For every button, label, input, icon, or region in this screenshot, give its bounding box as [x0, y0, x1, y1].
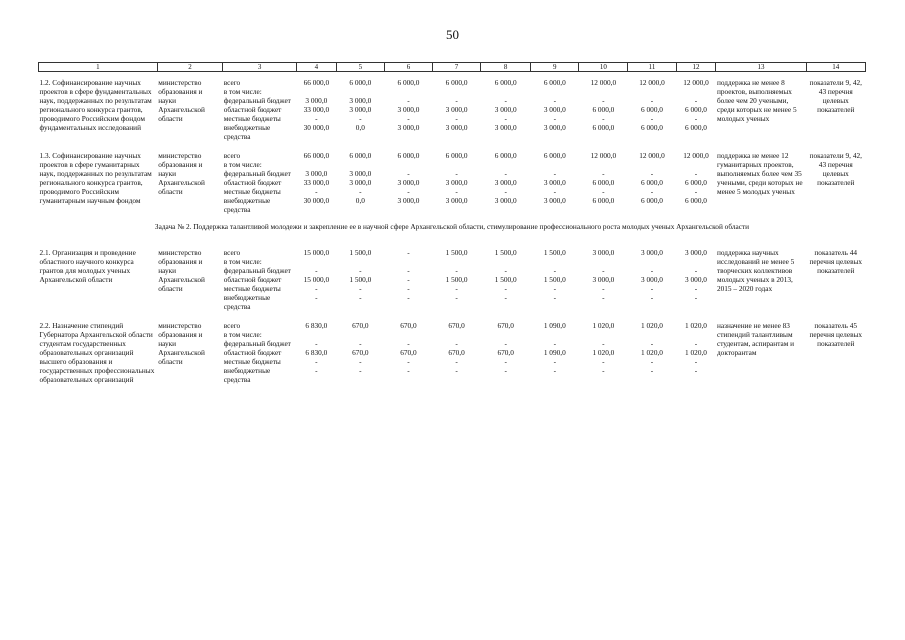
amount-cell: 12 000,0 — [590, 151, 617, 160]
amount-cell: - — [650, 114, 654, 123]
amount-cell: 6 000,0 — [685, 105, 707, 114]
amount-cell: - — [694, 114, 698, 123]
page-number: 50 — [446, 27, 459, 42]
amount-cell: 12 000,0 — [683, 78, 709, 87]
amount-cell: 30 000,0 — [303, 196, 330, 205]
amount-cell: - — [407, 187, 410, 196]
amount-cell: - — [602, 187, 605, 196]
amount-cell — [384, 87, 432, 96]
amount-cell: - — [455, 284, 458, 293]
amount-cell — [531, 87, 579, 96]
amount-cell: - — [694, 366, 698, 375]
amount-cell: - — [359, 284, 362, 293]
amount-cell: - — [694, 187, 698, 196]
amount-cell: 3 000,0 — [349, 169, 372, 178]
amount-cell: 3 000,0 — [685, 248, 707, 257]
amount-cell — [628, 257, 676, 266]
amount-cell — [481, 257, 531, 266]
amount-cell: - — [650, 357, 654, 366]
amount-cell — [296, 257, 336, 266]
amount-cell: 6 000,0 — [641, 178, 663, 187]
expected-result: поддержка не менее 12 гуманитарных проектов, выполняемых более чем 35 учеными, среди которых не менее 5 молодых ученых — [716, 151, 803, 196]
amount-cell: 3 000,0 — [494, 123, 517, 132]
funding-source: в том числе: — [223, 257, 262, 266]
target-indicator: показатели 9, 42, 43 перечня целевых показателей — [809, 78, 862, 114]
funding-source: федеральный бюджет — [223, 169, 291, 178]
amount-cell: 670,0 — [497, 348, 514, 357]
amount-cell: 6 000,0 — [592, 105, 615, 114]
amount-cell — [336, 257, 384, 266]
funding-source: областной бюджет — [223, 348, 282, 357]
amount-cell — [676, 257, 716, 266]
amount-cell: - — [407, 248, 410, 257]
amount-cell: 6 000,0 — [349, 151, 372, 160]
amount-cell: 6 000,0 — [397, 78, 420, 87]
amount-cell: - — [359, 266, 362, 275]
amount-cell — [481, 160, 531, 169]
executor: министерство образования и науки Архангельской области — [158, 248, 205, 293]
amount-cell: 3 000,0 — [641, 275, 663, 284]
amount-cell: 6 000,0 — [641, 123, 663, 132]
amount-cell: 3 000,0 — [445, 196, 468, 205]
amount-cell — [384, 257, 432, 266]
amount-cell: - — [455, 366, 458, 375]
table-row — [39, 321, 866, 330]
amount-cell: 6 000,0 — [592, 178, 615, 187]
column-number-row — [39, 63, 866, 72]
amount-cell: - — [504, 357, 507, 366]
funding-source: в том числе: — [223, 160, 262, 169]
expected-result: поддержка научных исследований не менее 5 творческих коллективов молодых ученых в 2013, 2015 – 2020 годах — [716, 248, 795, 293]
amount-cell: 6 000,0 — [397, 151, 420, 160]
amount-cell: - — [407, 293, 410, 302]
funding-source: внебюджетные средства — [223, 366, 271, 384]
amount-cell: 1 020,0 — [641, 321, 663, 330]
amount-cell: 3 000,0 — [494, 178, 517, 187]
amount-cell: 3 000,0 — [592, 275, 615, 284]
expected-result: поддержка не менее 8 проектов, выполняемых более чем 20 учеными, среди которых не менее 5 молодых ученых — [716, 78, 797, 123]
amount-cell: 0,0 — [355, 196, 365, 205]
amount-cell: 0,0 — [355, 123, 365, 132]
amount-cell — [628, 160, 676, 169]
column-header: 13 — [716, 63, 806, 72]
amount-cell: - — [650, 366, 654, 375]
target-indicator: показатели 9, 42, 43 перечня целевых показателей — [809, 151, 862, 187]
amount-cell — [628, 87, 676, 96]
amount-cell: - — [553, 293, 556, 302]
amount-cell: - — [602, 169, 605, 178]
amount-cell: - — [315, 114, 318, 123]
amount-cell: 6 000,0 — [494, 78, 517, 87]
amount-cell — [433, 330, 481, 339]
amount-cell: 1 500,0 — [445, 248, 468, 257]
amount-cell: - — [315, 293, 318, 302]
amount-cell: - — [359, 339, 362, 348]
amount-cell: - — [455, 169, 458, 178]
amount-cell: 6 000,0 — [685, 196, 707, 205]
column-header: 14 — [806, 63, 865, 72]
amount-cell: - — [553, 339, 556, 348]
amount-cell: 30 000,0 — [303, 123, 330, 132]
table-row — [39, 78, 866, 87]
amount-cell: 670,0 — [497, 321, 514, 330]
amount-cell: 3 000,0 — [494, 105, 517, 114]
column-header: 1 — [39, 63, 158, 72]
amount-cell: 1 500,0 — [543, 275, 566, 284]
amount-cell: 3 000,0 — [349, 105, 372, 114]
amount-cell: - — [650, 187, 654, 196]
amount-cell: 3 000,0 — [305, 96, 328, 105]
amount-cell: - — [315, 266, 318, 275]
amount-cell: 6 000,0 — [685, 123, 707, 132]
funding-source: всего — [223, 151, 241, 160]
amount-cell: - — [553, 114, 556, 123]
amount-cell: - — [455, 266, 458, 275]
amount-cell — [433, 257, 481, 266]
amount-cell: - — [315, 284, 318, 293]
column-header: 5 — [336, 63, 384, 72]
amount-cell — [384, 160, 432, 169]
amount-cell: - — [602, 266, 605, 275]
amount-cell: 1 500,0 — [349, 275, 372, 284]
target-indicator: показатель 44 перечня целевых показателей — [809, 248, 863, 275]
funding-source: местные бюджеты — [223, 114, 281, 123]
amount-cell: - — [553, 357, 556, 366]
amount-cell: 12 000,0 — [639, 151, 665, 160]
amount-cell: - — [694, 293, 698, 302]
funding-source: местные бюджеты — [223, 357, 281, 366]
amount-cell: 3 000,0 — [641, 248, 663, 257]
executor: министерство образования и науки Архангельской области — [158, 321, 205, 366]
amount-cell: 6 000,0 — [543, 78, 566, 87]
amount-cell: - — [694, 169, 698, 178]
amount-cell: 3 000,0 — [397, 123, 420, 132]
amount-cell: 3 000,0 — [592, 248, 615, 257]
funding-source: областной бюджет — [223, 275, 282, 284]
amount-cell: - — [504, 366, 507, 375]
amount-cell: - — [602, 114, 605, 123]
amount-cell: 6 000,0 — [445, 151, 468, 160]
amount-cell: 12 000,0 — [590, 78, 617, 87]
column-header: 3 — [223, 63, 297, 72]
amount-cell: 66 000,0 — [303, 78, 330, 87]
column-header: 11 — [628, 63, 676, 72]
amount-cell — [296, 160, 336, 169]
amount-cell — [531, 160, 579, 169]
amount-cell — [481, 330, 531, 339]
amount-cell: 6 000,0 — [685, 178, 707, 187]
amount-cell: - — [504, 169, 507, 178]
funding-source: федеральный бюджет — [223, 96, 291, 105]
amount-cell: - — [650, 339, 654, 348]
amount-cell: 6 830,0 — [305, 348, 328, 357]
amount-cell: - — [455, 293, 458, 302]
amount-cell: - — [602, 339, 605, 348]
amount-cell: - — [650, 96, 654, 105]
funding-source: областной бюджет — [223, 178, 282, 187]
amount-cell: - — [504, 293, 507, 302]
amount-cell: - — [455, 96, 458, 105]
amount-cell: - — [455, 339, 458, 348]
amount-cell: - — [602, 357, 605, 366]
amount-cell — [579, 257, 628, 266]
amount-cell: - — [504, 187, 507, 196]
program-table — [38, 62, 866, 384]
column-header: 6 — [384, 63, 432, 72]
funding-source: в том числе: — [223, 87, 262, 96]
amount-cell — [579, 160, 628, 169]
amount-cell: 670,0 — [352, 348, 369, 357]
funding-source: местные бюджеты — [223, 284, 281, 293]
amount-cell: 15 000,0 — [303, 248, 330, 257]
amount-cell: - — [407, 284, 410, 293]
amount-cell: - — [553, 266, 556, 275]
amount-cell: 3 000,0 — [445, 105, 468, 114]
amount-cell: 1 020,0 — [592, 321, 615, 330]
column-header: 8 — [481, 63, 531, 72]
amount-cell: - — [315, 357, 318, 366]
amount-cell: - — [694, 96, 698, 105]
amount-cell: 1 020,0 — [685, 348, 707, 357]
amount-cell: 6 000,0 — [641, 105, 663, 114]
amount-cell: 3 000,0 — [349, 178, 372, 187]
amount-cell: 3 000,0 — [445, 178, 468, 187]
amount-cell: 670,0 — [400, 321, 417, 330]
amount-cell — [336, 160, 384, 169]
amount-cell: - — [315, 339, 318, 348]
column-header: 4 — [296, 63, 336, 72]
amount-cell: - — [650, 284, 654, 293]
amount-cell: - — [650, 266, 654, 275]
amount-cell — [481, 87, 531, 96]
amount-cell — [579, 87, 628, 96]
amount-cell: 670,0 — [352, 321, 369, 330]
amount-cell — [676, 330, 716, 339]
amount-cell: - — [602, 293, 605, 302]
amount-cell: - — [407, 266, 410, 275]
funding-source: федеральный бюджет — [223, 339, 291, 348]
amount-cell: - — [650, 169, 654, 178]
amount-cell: 3 000,0 — [543, 105, 566, 114]
expected-result: назначение не менее 83 стипендий талантливым студентам, аспирантам и докторантам — [716, 321, 795, 357]
funding-source: внебюджетные средства — [223, 293, 271, 311]
amount-cell: 1 090,0 — [543, 348, 566, 357]
amount-cell: - — [315, 366, 318, 375]
amount-cell: - — [407, 114, 410, 123]
executor: министерство образования и науки Архангельской области — [158, 78, 205, 123]
task-row — [39, 214, 866, 238]
amount-cell: - — [407, 357, 410, 366]
table-row — [39, 151, 866, 160]
amount-cell: 1 500,0 — [543, 248, 566, 257]
amount-cell: - — [694, 284, 698, 293]
spacer-row — [39, 141, 866, 151]
amount-cell: 670,0 — [448, 321, 465, 330]
amount-cell: - — [407, 96, 410, 105]
amount-cell: 6 000,0 — [592, 123, 615, 132]
amount-cell: 3 000,0 — [543, 123, 566, 132]
amount-cell: - — [694, 357, 698, 366]
amount-cell: - — [553, 96, 556, 105]
amount-cell: - — [359, 357, 362, 366]
amount-cell: - — [694, 266, 698, 275]
amount-cell: - — [553, 284, 556, 293]
column-header: 10 — [579, 63, 628, 72]
amount-cell: - — [359, 293, 362, 302]
amount-cell: - — [504, 96, 507, 105]
amount-cell: 33 000,0 — [303, 105, 330, 114]
measure-name: 2.2. Назначение стипендий Губернатора Архангельской области студентам государственных образовательных организаций высшего образования и государственных профессиональных образовательных организаций — [39, 321, 155, 384]
amount-cell: - — [553, 366, 556, 375]
amount-cell — [579, 330, 628, 339]
amount-cell: - — [407, 275, 410, 284]
amount-cell: 3 000,0 — [397, 105, 420, 114]
amount-cell: 3 000,0 — [543, 178, 566, 187]
amount-cell: - — [650, 293, 654, 302]
amount-cell: 3 000,0 — [543, 196, 566, 205]
amount-cell: 3 000,0 — [397, 196, 420, 205]
amount-cell: 670,0 — [448, 348, 465, 357]
amount-cell — [676, 160, 716, 169]
spacer-row — [39, 311, 866, 321]
amount-cell — [433, 160, 481, 169]
amount-cell: - — [455, 187, 458, 196]
column-header: 9 — [531, 63, 579, 72]
amount-cell: 3 000,0 — [445, 123, 468, 132]
amount-cell: - — [504, 266, 507, 275]
funding-source: в том числе: — [223, 330, 262, 339]
amount-cell: 6 000,0 — [445, 78, 468, 87]
amount-cell: - — [359, 114, 362, 123]
funding-source: внебюджетные средства — [223, 123, 271, 141]
executor: министерство образования и науки Архангельской области — [158, 151, 205, 196]
amount-cell — [531, 257, 579, 266]
column-header: 12 — [676, 63, 716, 72]
table-row — [39, 248, 866, 257]
amount-cell — [296, 87, 336, 96]
amount-cell: 3 000,0 — [494, 196, 517, 205]
amount-cell: 6 000,0 — [641, 196, 663, 205]
amount-cell: - — [359, 187, 362, 196]
amount-cell: - — [359, 366, 362, 375]
amount-cell — [433, 87, 481, 96]
amount-cell: 3 000,0 — [305, 169, 328, 178]
amount-cell: - — [553, 187, 556, 196]
amount-cell: 670,0 — [400, 348, 417, 357]
funding-source: внебюджетные средства — [223, 196, 271, 214]
measure-name: 1.2. Софинансирование научных проектов в сфере фундаментальных наук, поддержанных по результатам регионального конкурса грантов, проводимого Российским фондом фундаментальных исследований — [39, 78, 152, 132]
amount-cell: - — [504, 114, 507, 123]
amount-cell: 1 500,0 — [445, 275, 468, 284]
amount-cell: 6 000,0 — [349, 78, 372, 87]
measure-name: 1.3. Софинансирование научных проектов в сфере гуманитарных наук, поддержанных по результатам регионального конкурса грантов, проводимого Российским гуманитарным научным фондом — [39, 151, 152, 205]
amount-cell: 3 000,0 — [349, 96, 372, 105]
measure-name: 2.1. Организация и проведение областного научного конкурса грантов для молодых ученых Архангельской области — [39, 248, 136, 284]
column-header: 2 — [157, 63, 223, 72]
amount-cell: 6 000,0 — [592, 196, 615, 205]
amount-cell: - — [504, 339, 507, 348]
amount-cell: 1 500,0 — [494, 248, 517, 257]
funding-source: федеральный бюджет — [223, 266, 291, 275]
target-indicator: показатель 45 перечня целевых показателей — [809, 321, 863, 348]
amount-cell: 6 830,0 — [305, 321, 328, 330]
spacer-row — [39, 238, 866, 248]
amount-cell: 3 000,0 — [397, 178, 420, 187]
amount-cell: 6 000,0 — [543, 151, 566, 160]
funding-source: областной бюджет — [223, 105, 282, 114]
amount-cell: 66 000,0 — [303, 151, 330, 160]
amount-cell: 12 000,0 — [639, 78, 665, 87]
amount-cell: - — [602, 284, 605, 293]
amount-cell: 1 090,0 — [543, 321, 566, 330]
column-header: 7 — [433, 63, 481, 72]
amount-cell: 12 000,0 — [683, 151, 709, 160]
amount-cell: 15 000,0 — [303, 275, 330, 284]
amount-cell: 33 000,0 — [303, 178, 330, 187]
amount-cell: 6 000,0 — [494, 151, 517, 160]
funding-source: всего — [223, 248, 241, 257]
amount-cell: - — [602, 96, 605, 105]
amount-cell: - — [407, 366, 410, 375]
amount-cell: 1 020,0 — [592, 348, 615, 357]
amount-cell: - — [407, 339, 410, 348]
amount-cell — [384, 330, 432, 339]
amount-cell: - — [504, 284, 507, 293]
amount-cell — [676, 87, 716, 96]
amount-cell — [336, 330, 384, 339]
amount-cell: - — [694, 339, 698, 348]
funding-source: всего — [223, 78, 241, 87]
amount-cell — [336, 87, 384, 96]
amount-cell: 1 020,0 — [641, 348, 663, 357]
amount-cell: - — [455, 357, 458, 366]
amount-cell: - — [602, 366, 605, 375]
amount-cell: 3 000,0 — [685, 275, 707, 284]
amount-cell: 1 500,0 — [494, 275, 517, 284]
amount-cell — [531, 330, 579, 339]
amount-cell — [296, 330, 336, 339]
amount-cell — [628, 330, 676, 339]
funding-source: местные бюджеты — [223, 187, 281, 196]
funding-source: всего — [223, 321, 241, 330]
amount-cell: 1 020,0 — [685, 321, 707, 330]
amount-cell: - — [407, 169, 410, 178]
task-heading: Задача № 2. Поддержка талантливой молодежи и закрепление ее в научной сфере Архангельской области, стимулирование профессионального роста молодых ученых Архангельской области — [154, 221, 750, 231]
amount-cell: - — [455, 114, 458, 123]
amount-cell: - — [553, 169, 556, 178]
amount-cell: 1 500,0 — [349, 248, 372, 257]
amount-cell: - — [315, 187, 318, 196]
